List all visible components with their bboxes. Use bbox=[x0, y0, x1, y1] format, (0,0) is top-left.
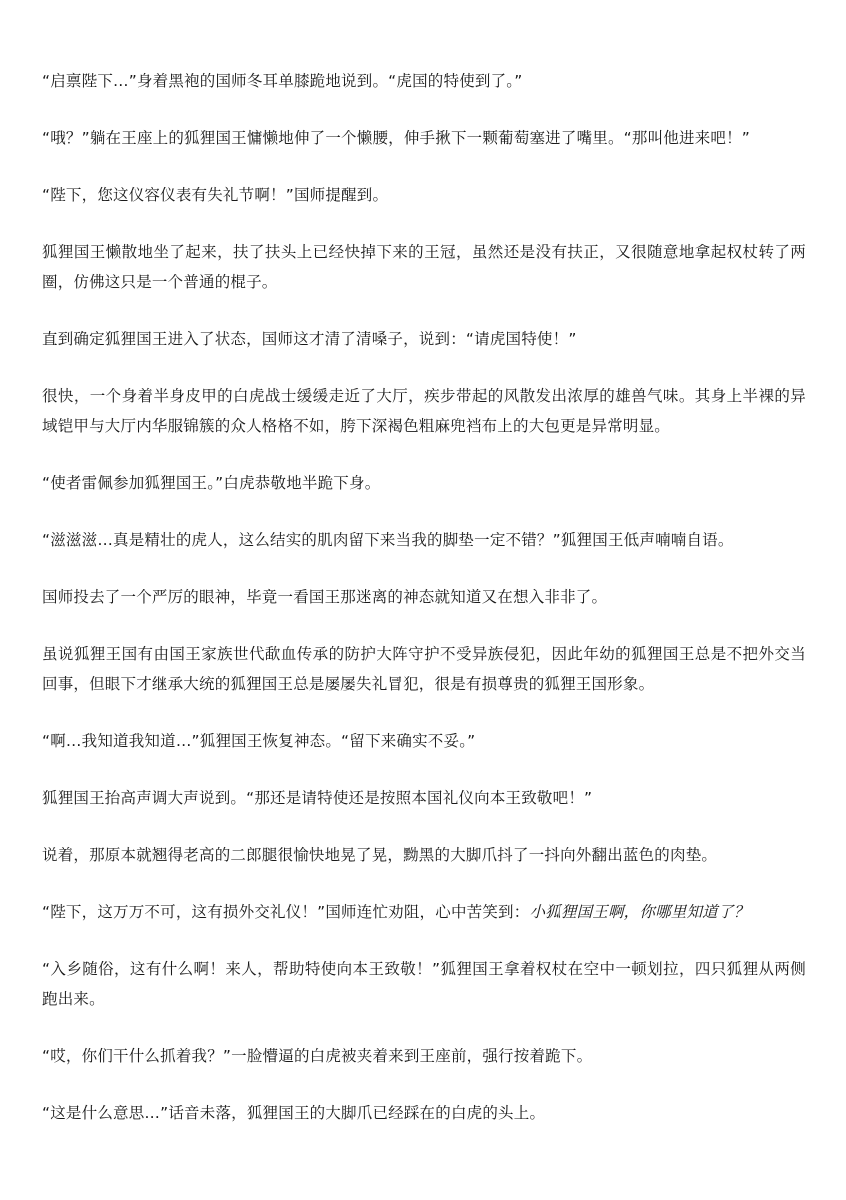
paragraph-6 bbox=[42, 381, 806, 441]
paragraph-16-text: “哎，你们干什么抓着我？”一脸懵逼的白虎被夹着来到王座前，强行按着跪下。 bbox=[42, 1047, 593, 1065]
paragraph-1-text: “启禀陛下…”身着黑袍的国师冬耳单膝跪地说到。“虎国的特使到了。” bbox=[42, 72, 523, 90]
paragraph-8-text: “滋滋滋…真是精壮的虎人，这么结实的肌肉留下来当我的脚垫一定不错？”狐狸国王低声喃喃自语。 bbox=[42, 531, 734, 549]
paragraph-14-text: “陛下，这万万不可，这有损外交礼仪！”国师连忙劝阻，心中苦笑到： bbox=[42, 903, 530, 921]
paragraph-10-text: 虽说狐狸王国有由国王家族世代歃血传承的防护大阵守护不受异族侵犯，因此年幼的狐狸国王总是不把外交当回事，但眼下才继承大统的狐狸国王总是屡屡失礼冒犯，很是有损尊贵的狐狸王国形象。 bbox=[42, 645, 806, 693]
paragraph-15-text: “入乡随俗，这有什么啊！来人，帮助特使向本王致敬！”狐狸国王拿着权杖在空中一顿划拉，四只狐狸从两侧跑出来。 bbox=[42, 960, 806, 1008]
paragraph-14-italic-thought: 小狐狸国王啊，你哪里知道了？ bbox=[529, 903, 750, 921]
paragraph-13 bbox=[42, 840, 806, 870]
paragraph-12-text: 狐狸国王抬高声调大声说到。“那还是请特使还是按照本国礼仪向本王致敬吧！” bbox=[42, 789, 593, 807]
paragraph-2-text: “哦？”躺在王座上的狐狸国王慵懒地伸了一个懒腰，伸手揪下一颗葡萄塞进了嘴里。“那叫他进来吧！” bbox=[42, 129, 751, 147]
paragraph-10 bbox=[42, 639, 806, 699]
paragraph-7 bbox=[42, 468, 806, 498]
paragraph-9 bbox=[42, 582, 806, 612]
paragraph-15 bbox=[42, 954, 806, 1014]
paragraph-5-text: 直到确定狐狸国王进入了状态，国师这才清了清嗓子，说到：“请虎国特使！” bbox=[42, 330, 577, 348]
paragraph-1 bbox=[42, 66, 806, 96]
paragraph-3-text: “陛下，您这仪容仪表有失礼节啊！”国师提醒到。 bbox=[42, 186, 389, 204]
paragraph-9-text: 国师投去了一个严厉的眼神，毕竟一看国王那迷离的神态就知道又在想入非非了。 bbox=[42, 588, 608, 606]
paragraph-16 bbox=[42, 1041, 806, 1071]
paragraph-5 bbox=[42, 324, 806, 354]
paragraph-4 bbox=[42, 237, 806, 297]
paragraph-12 bbox=[42, 783, 806, 813]
document-body bbox=[42, 66, 806, 1155]
paragraph-17-text: “这是什么意思…”话音未落，狐狸国王的大脚爪已经踩在的白虎的头上。 bbox=[42, 1104, 546, 1122]
paragraph-3 bbox=[42, 180, 806, 210]
paragraph-14 bbox=[42, 897, 806, 927]
paragraph-4-text: 狐狸国王懒散地坐了起来，扶了扶头上已经快掉下来的王冠，虽然还是没有扶正，又很随意地拿起权杖转了两圈，仿佛这只是一个普通的棍子。 bbox=[42, 243, 806, 291]
paragraph-7-text: “使者雷佩参加狐狸国王。”白虎恭敬地半跪下身。 bbox=[42, 474, 381, 492]
paragraph-11 bbox=[42, 726, 806, 756]
paragraph-17 bbox=[42, 1098, 806, 1128]
paragraph-13-text: 说着，那原本就翘得老高的二郎腿很愉快地晃了晃，黝黑的大脚爪抖了一抖向外翻出蓝色的肉垫。 bbox=[42, 846, 718, 864]
paragraph-11-text: “啊…我知道我知道…”狐狸国王恢复神态。“留下来确实不妥。” bbox=[42, 732, 476, 750]
paragraph-6-text: 很快，一个身着半身皮甲的白虎战士缓缓走近了大厅，疾步带起的风散发出浓厚的雄兽气味。其身上半裸的异域铠甲与大厅内华服锦簇的众人格格不如，胯下深褐色粗麻兜裆布上的大包更是异常明显。 bbox=[42, 387, 806, 435]
paragraph-2 bbox=[42, 123, 806, 153]
paragraph-8 bbox=[42, 525, 806, 555]
